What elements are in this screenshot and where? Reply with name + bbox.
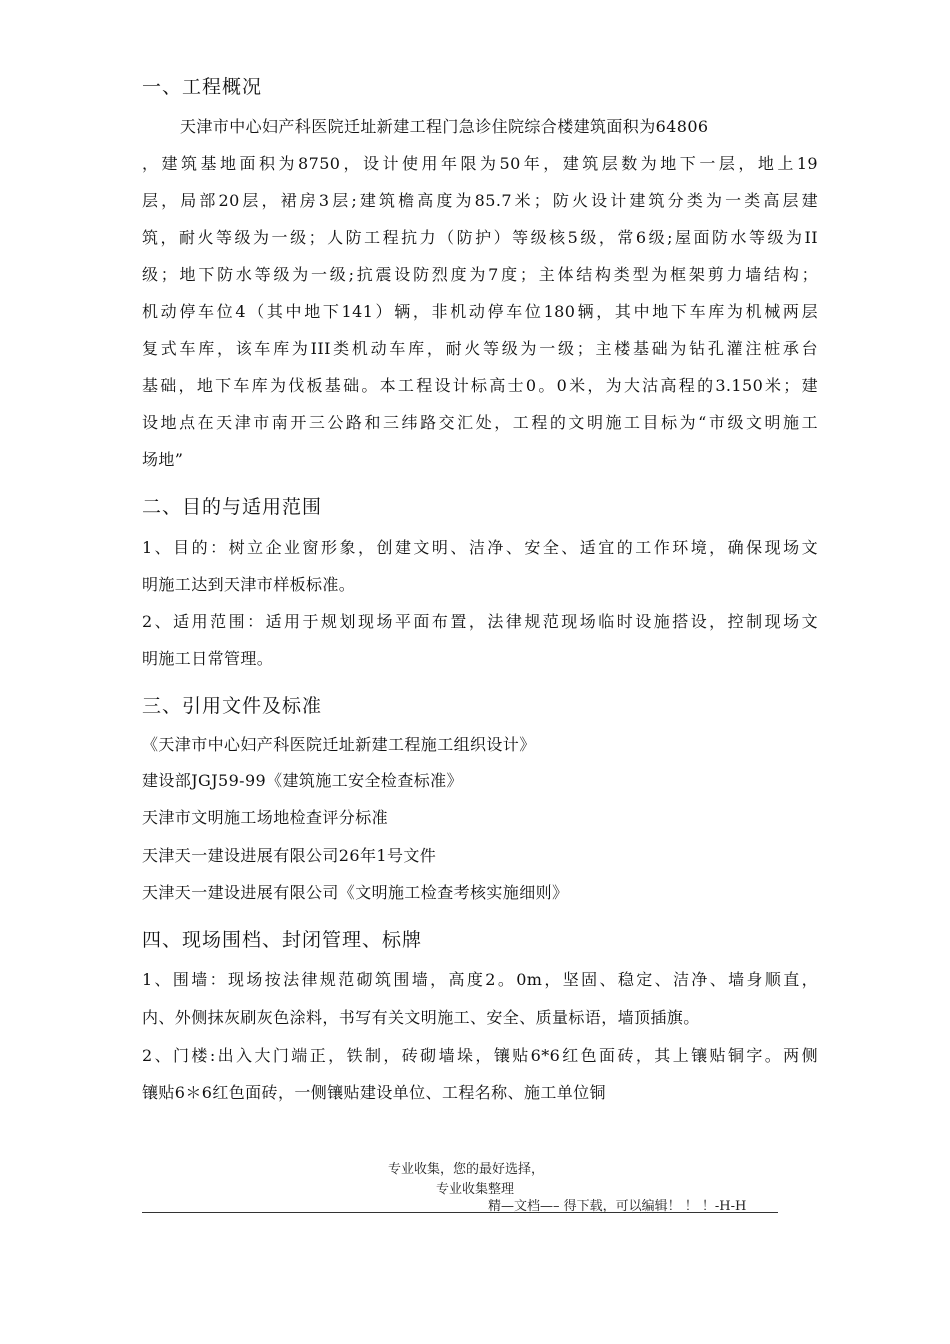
reference-item: 天津市文明施工场地检查评分标准 — [142, 808, 389, 827]
section-heading-site-enclosure: 四、现场围档、封闭管理、标牌 — [142, 929, 423, 951]
paragraph-line: 明施工日常管理。 — [142, 649, 274, 668]
footer-divider — [142, 1212, 778, 1213]
paragraph-line: 复式车库，该车库为III类机动车库，耐火等级为一级；主楼基础为钻孔灌注桩承台 — [142, 339, 818, 358]
footer-line-1: 专业收集，您的最好选择， — [388, 1162, 545, 1177]
paragraph-line: 天津市中心妇产科医院迁址新建工程门急诊住院综合楼建筑面积为64806 — [180, 117, 709, 136]
paragraph-line: 层，局部20层，裙房3层;建筑檐高度为85.7米；防火设计建筑分类为一类高层建 — [142, 191, 818, 210]
paragraph-line: 场地” — [142, 450, 184, 469]
reference-item: 建设部JGJ59-99《建筑施工安全检查标准》 — [142, 771, 463, 790]
paragraph-line: 内、外侧抹灰刷灰色涂料，书写有关文明施工、安全、质量标语，墙顶插旗。 — [142, 1008, 700, 1027]
paragraph-line: 级；地下防水等级为一级;抗震设防烈度为7度；主体结构类型为框架剪力墙结构； — [142, 265, 818, 284]
paragraph-line: 1、围墙：现场按法律规范砌筑围墙，高度2。0m，坚固、稳定、洁净、墙身顺直， — [142, 970, 818, 989]
footer-line-2: 专业收集整理 — [436, 1182, 515, 1197]
paragraph-line: 2、适用范围：适用于规划现场平面布置，法律规范现场临时设施搭设，控制现场文 — [142, 612, 818, 631]
paragraph-line: 1、目的：树立企业窗形象，创建文明、洁净、安全、适宜的工作环境，确保现场文 — [142, 538, 818, 557]
paragraph-line: 设地点在天津市南开三公路和三纬路交汇处，工程的文明施工目标为“市级文明施工 — [142, 413, 818, 432]
paragraph-line: 机动停车位4（其中地下141）辆，非机动停车位180辆，其中地下车库为机械两层 — [142, 302, 818, 321]
paragraph-line: ，建筑基地面积为8750，设计使用年限为50年，建筑层数为地下一层，地上19 — [142, 154, 818, 173]
footer-line-3: 精—文档—– 得下载，可以编辑！ ！ ！-H-H — [488, 1199, 747, 1214]
paragraph-line: 明施工达到天津市样板标准。 — [142, 575, 356, 594]
reference-item: 《天津市中心妇产科医院迁址新建工程施工组织设计》 — [142, 735, 536, 754]
reference-item: 天津天一建设进展有限公司26年1号文件 — [142, 846, 437, 865]
section-heading-references: 三、引用文件及标准 — [142, 695, 323, 717]
section-heading-overview: 一、工程概况 — [142, 76, 263, 98]
section-heading-purpose-scope: 二、目的与适用范围 — [142, 496, 323, 518]
paragraph-line: 筑，耐火等级为一级；人防工程抗力（防护）等级核5级，常6级;屋面防水等级为II — [142, 228, 818, 247]
reference-item: 天津天一建设进展有限公司《文明施工检查考核实施细则》 — [142, 883, 569, 902]
paragraph-line: 镶贴6＊6红色面砖，一侧镶贴建设单位、工程名称、施工单位铜 — [142, 1083, 606, 1102]
paragraph-line: 2、门楼:出入大门端正，铁制，砖砌墙垛，镶贴6*6红色面砖，其上镶贴铜字。两侧 — [142, 1046, 818, 1065]
paragraph-line: 基础，地下车库为伐板基础。本工程设计标高士0。0米，为大沽高程的3.150米；建 — [142, 376, 818, 395]
